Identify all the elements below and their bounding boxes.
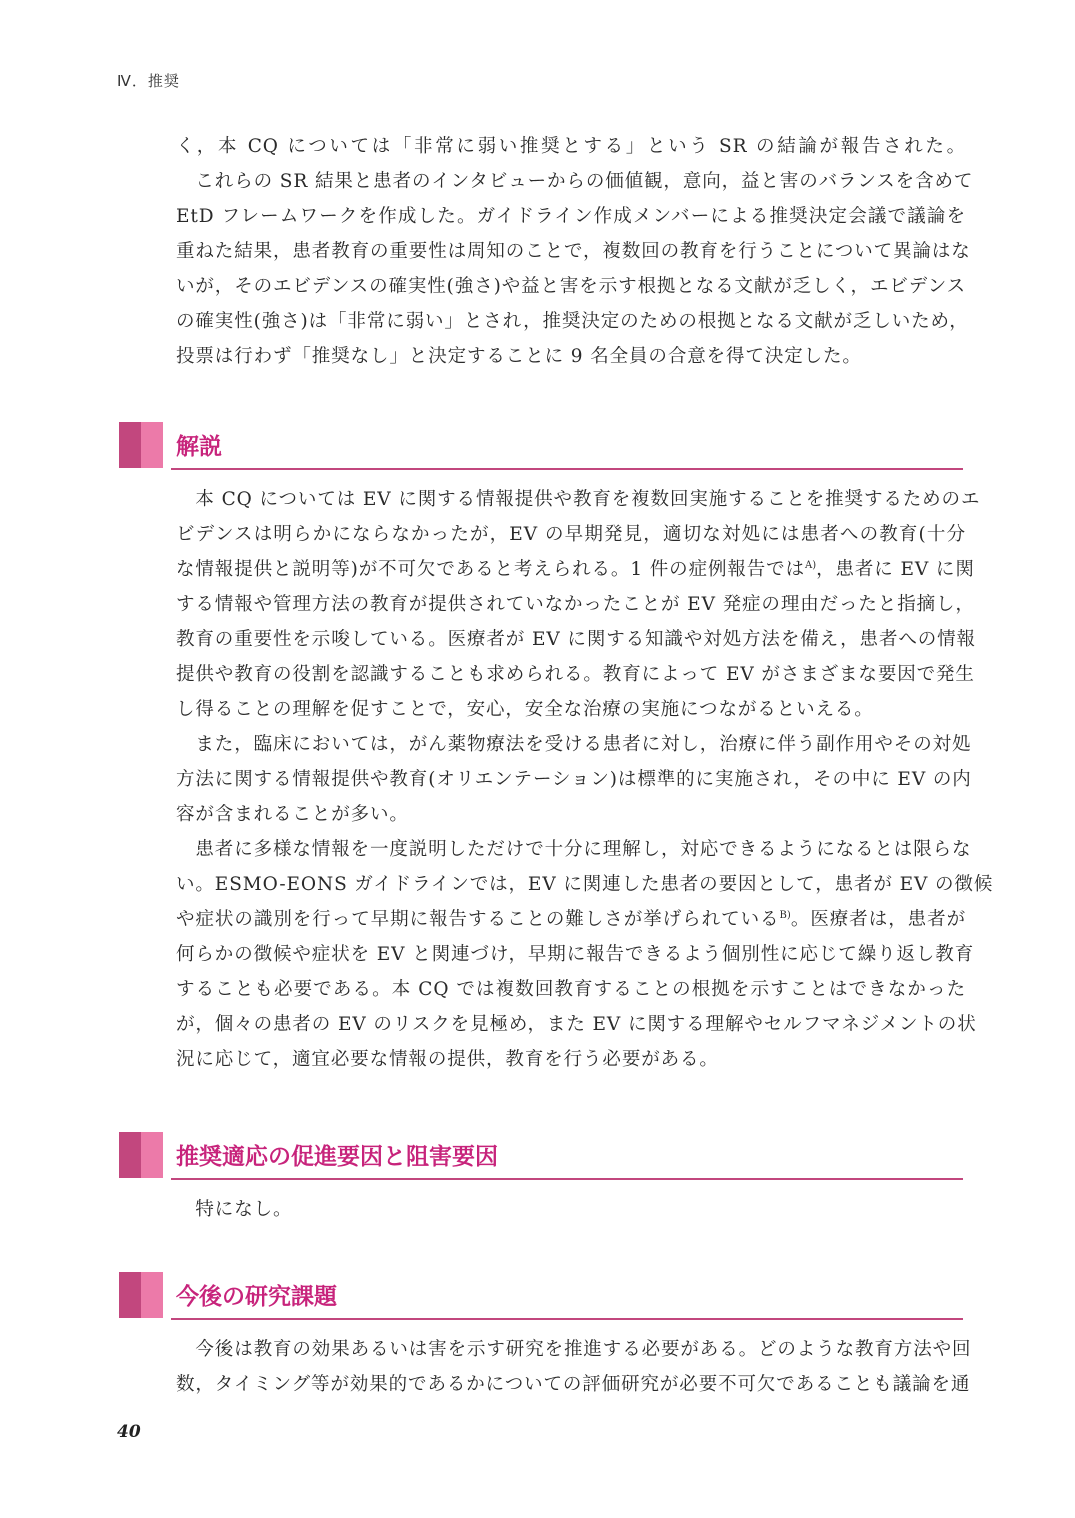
running-head: Ⅳ．推奨	[117, 72, 180, 90]
text-line: する情報や管理方法の教育が提供されていなかったことが EV 発症の理由だったと指摘し，	[176, 594, 975, 615]
text-line: EtD フレームワークを作成した。ガイドライン作成メンバーによる推奨決定会議で議論を	[176, 206, 966, 227]
text-segment: や症状の識別を行って早期に報告することの難しさが挙げられている	[176, 909, 780, 930]
text-line: 容が含まれることが多い。	[176, 804, 409, 825]
heading-rule	[171, 468, 963, 470]
text-line: 今後は教育の効果あるいは害を示す研究を推進する必要がある。どのような教育方法や回	[176, 1339, 972, 1360]
text-line: また，臨床においては，がん薬物療法を受ける患者に対し，治療に伴う副作用やその対処	[176, 734, 972, 755]
recommendation-paragraph	[176, 129, 974, 374]
section-heading-commentary	[119, 422, 963, 470]
section-heading-future-research	[119, 1272, 963, 1320]
text-line: することも必要である。本 CQ では複数回教育することの根拠を示すことはできなかった	[176, 979, 966, 1000]
heading-rule	[171, 1318, 963, 1320]
text-line: 本 CQ については EV に関する情報提供や教育を複数回実施することを推奨するためのエ	[176, 489, 981, 510]
heading-rule	[171, 1178, 963, 1180]
text-segment: な情報提供と説明等)が不可欠であると考えられる。1 件の症例報告では	[176, 559, 805, 580]
heading-marker-light	[141, 422, 163, 468]
text-line-with-reference	[176, 552, 975, 587]
text-line: 教育の重要性を示唆している。医療者が EV に関する知識や対処方法を備え，患者への情報	[176, 629, 976, 650]
text-line: ビデンスは明らかにならなかったが，EV の早期発見，適切な対処には患者への教育(十分	[176, 524, 966, 545]
text-segment: 。医療者は，患者が	[790, 909, 966, 930]
text-line: 何らかの徴候や症状を EV と関連づけ，早期に報告できるよう個別性に応じて繰り返し教育	[176, 944, 975, 965]
page-number: 40	[117, 1422, 141, 1442]
section-title: 解説	[176, 434, 222, 460]
text-line: 数，タイミング等が効果的であるかについての評価研究が必要不可欠であることも議論を通	[176, 1374, 971, 1395]
reference-mark: B)	[779, 910, 791, 921]
reference-mark: A)	[804, 560, 817, 571]
section-title: 今後の研究課題	[176, 1284, 337, 1310]
commentary-body	[176, 482, 994, 1077]
text-line: 方法に関する情報提供や教育(オリエンテーション)は標準的に実施され，その中に EV の内	[176, 769, 972, 790]
text-line: し得ることの理解を促すことで，安心，安全な治療の実施につながるといえる。	[176, 699, 874, 720]
section-title: 推奨適応の促進要因と阻害要因	[176, 1144, 498, 1170]
text-line: い。ESMO-EONS ガイドラインでは，EV に関連した患者の要因として，患者が EV の徴候	[176, 874, 994, 895]
text-line: 特になし。	[176, 1199, 293, 1220]
heading-marker-light	[141, 1272, 163, 1318]
text-line: 重ねた結果，患者教育の重要性は周知のことで，複数回の教育を行うことについて異論はな	[176, 241, 971, 262]
heading-marker-dark	[119, 1132, 141, 1178]
heading-marker-dark	[119, 422, 141, 468]
factors-body	[176, 1192, 966, 1227]
section-heading-factors	[119, 1132, 963, 1180]
heading-marker-light	[141, 1132, 163, 1178]
text-segment: ，患者に EV に関	[816, 559, 975, 580]
text-line: が，個々の患者の EV のリスクを見極め，また EV に関する理解やセルフマネジメントの状	[176, 1014, 977, 1035]
text-line: 投票は行わず「推奨なし」と決定することに 9 名全員の合意を得て決定した。	[176, 346, 862, 367]
text-line: これらの SR 結果と患者のインタビューからの価値観，意向，益と害のバランスを含めて	[176, 171, 974, 192]
text-line: 況に応じて，適宜必要な情報の提供，教育を行う必要がある。	[176, 1049, 719, 1070]
text-line: いが，そのエビデンスの確実性(強さ)や益と害を示す根拠となる文献が乏しく，エビデンス	[176, 276, 967, 297]
text-line: 提供や教育の役割を認識することも求められる。教育によって EV がさまざまな要因で発生	[176, 664, 975, 685]
text-line: の確実性(強さ)は「非常に弱い」とされ，推奨決定のための根拠となる文献が乏しいため，	[176, 311, 969, 332]
text-line: 患者に多様な情報を一度説明しただけで十分に理解し，対応できるようになるとは限らな	[176, 839, 972, 860]
heading-marker-dark	[119, 1272, 141, 1318]
future-research-body	[176, 1332, 972, 1402]
text-line-with-reference	[176, 902, 966, 937]
text-line: く，本 CQ については「非常に弱い推奨とする」という SR の結論が報告された。	[176, 136, 966, 157]
